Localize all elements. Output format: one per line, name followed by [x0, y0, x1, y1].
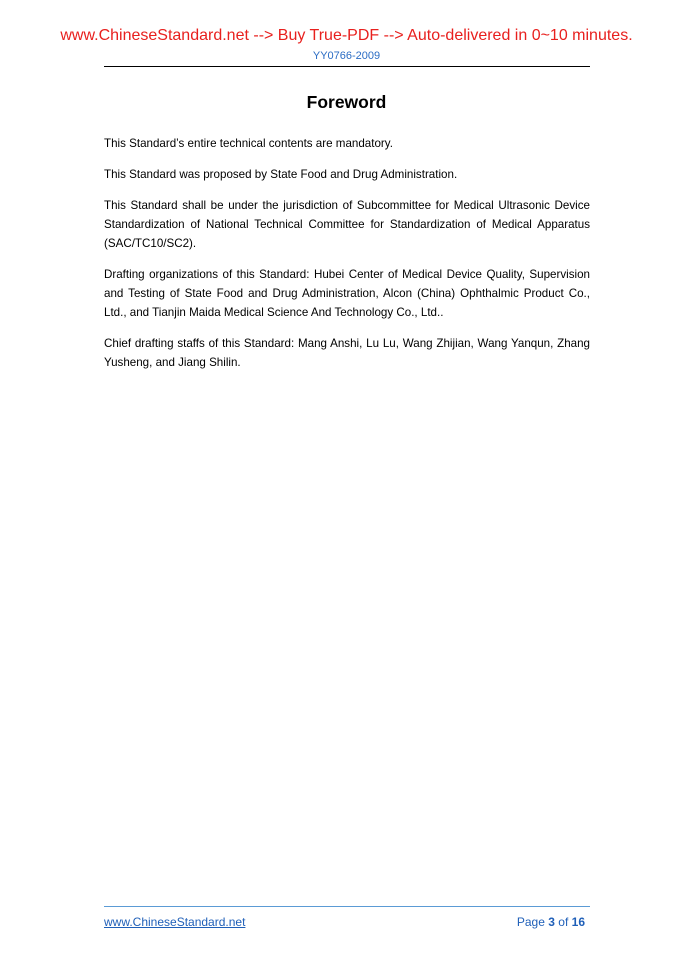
page-of: of — [558, 915, 569, 929]
document-body — [104, 134, 590, 384]
page-number — [517, 915, 585, 929]
footer-divider — [104, 906, 590, 907]
standard-id: YY0766-2009 — [312, 50, 381, 62]
header-divider — [104, 66, 590, 67]
paragraph-drafting-staffs: Chief drafting staffs of this Standard: Mang Anshi, Lu Lu, Wang Zhijian, Wang Yanqun, Zhang Yusheng, and Jiang Shilin. — [104, 337, 590, 369]
banner-link[interactable]: www.ChineseStandard.net --> Buy True-PDF --> Auto-delivered in 0~10 minutes. — [60, 27, 633, 44]
page-current: 3 — [548, 915, 555, 929]
page-total: 16 — [571, 915, 585, 929]
page-prefix: Page — [516, 915, 545, 929]
paragraph-drafting-organizations: Drafting organizations of this Standard: Hubei Center of Medical Device Quality, Supervision and Testing of State Food and Drug Administration, Alcon (China) Ophthalmic Product Co., Ltd., and Tianjin Maida Medical Science And Technology Co., Ltd.. — [104, 268, 590, 319]
footer-website-link[interactable]: www.ChineseStandard.net — [104, 915, 246, 929]
paragraph-mandatory: This Standard’s entire technical contents are mandatory. — [104, 137, 393, 150]
page-title: Foreword — [306, 92, 387, 112]
paragraph-proposed-by: This Standard was proposed by State Food and Drug Administration. — [104, 168, 458, 181]
paragraph-jurisdiction: This Standard shall be under the jurisdiction of Subcommittee for Medical Ultrasonic Device Standardization of National Technical Committee for Standardization of Medical Apparatus (SAC/TC10/SC2). — [104, 199, 590, 250]
